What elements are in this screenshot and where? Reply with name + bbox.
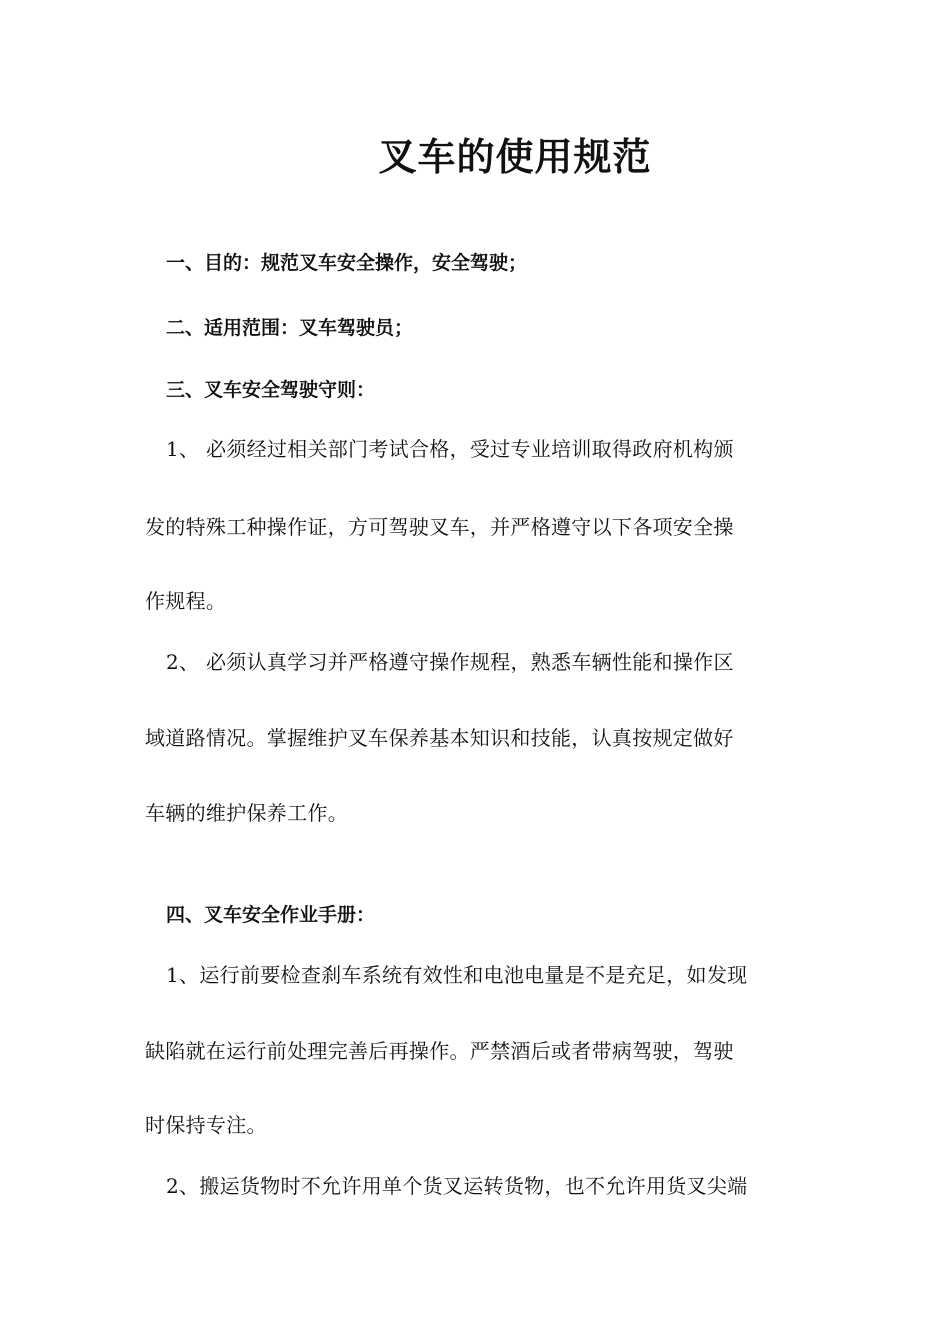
document-title: 叉车的使用规范: [378, 134, 652, 179]
manual-2-line-1: 2、搬运货物时不允许用单个货叉运转货物，也不允许用货叉尖端: [166, 1174, 748, 1198]
rule-1-line-2: 发的特殊工种操作证，方可驾驶叉车，并严格遵守以下各项安全操: [145, 515, 734, 539]
purpose-heading: 一、目的：规范叉车安全操作，安全驾驶；: [166, 252, 528, 274]
rules-heading: 三、叉车安全驾驶守则：: [166, 379, 376, 401]
scope-heading: 二、适用范围：叉车驾驶员；: [166, 317, 414, 339]
rule-2-line-1: 2、 必须认真学习并严格遵守操作规程，熟悉车辆性能和操作区: [166, 650, 734, 674]
rule-2-line-2: 域道路情况。掌握维护叉车保养基本知识和技能，认真按规定做好: [145, 726, 734, 750]
rule-2-line-3: 车辆的维护保养工作。: [145, 801, 348, 825]
manual-1-line-1: 1、运行前要检查刹车系统有效性和电池电量是不是充足，如发现: [166, 963, 748, 987]
manual-1-line-2: 缺陷就在运行前处理完善后再操作。严禁酒后或者带病驾驶，驾驶: [145, 1039, 734, 1063]
rule-1-line-1: 1、 必须经过相关部门考试合格，受过专业培训取得政府机构颁: [166, 437, 734, 461]
rule-1-line-3: 作规程。: [145, 589, 227, 613]
manual-heading: 四、叉车安全作业手册：: [166, 904, 376, 926]
manual-1-line-3: 时保持专注。: [145, 1113, 267, 1137]
